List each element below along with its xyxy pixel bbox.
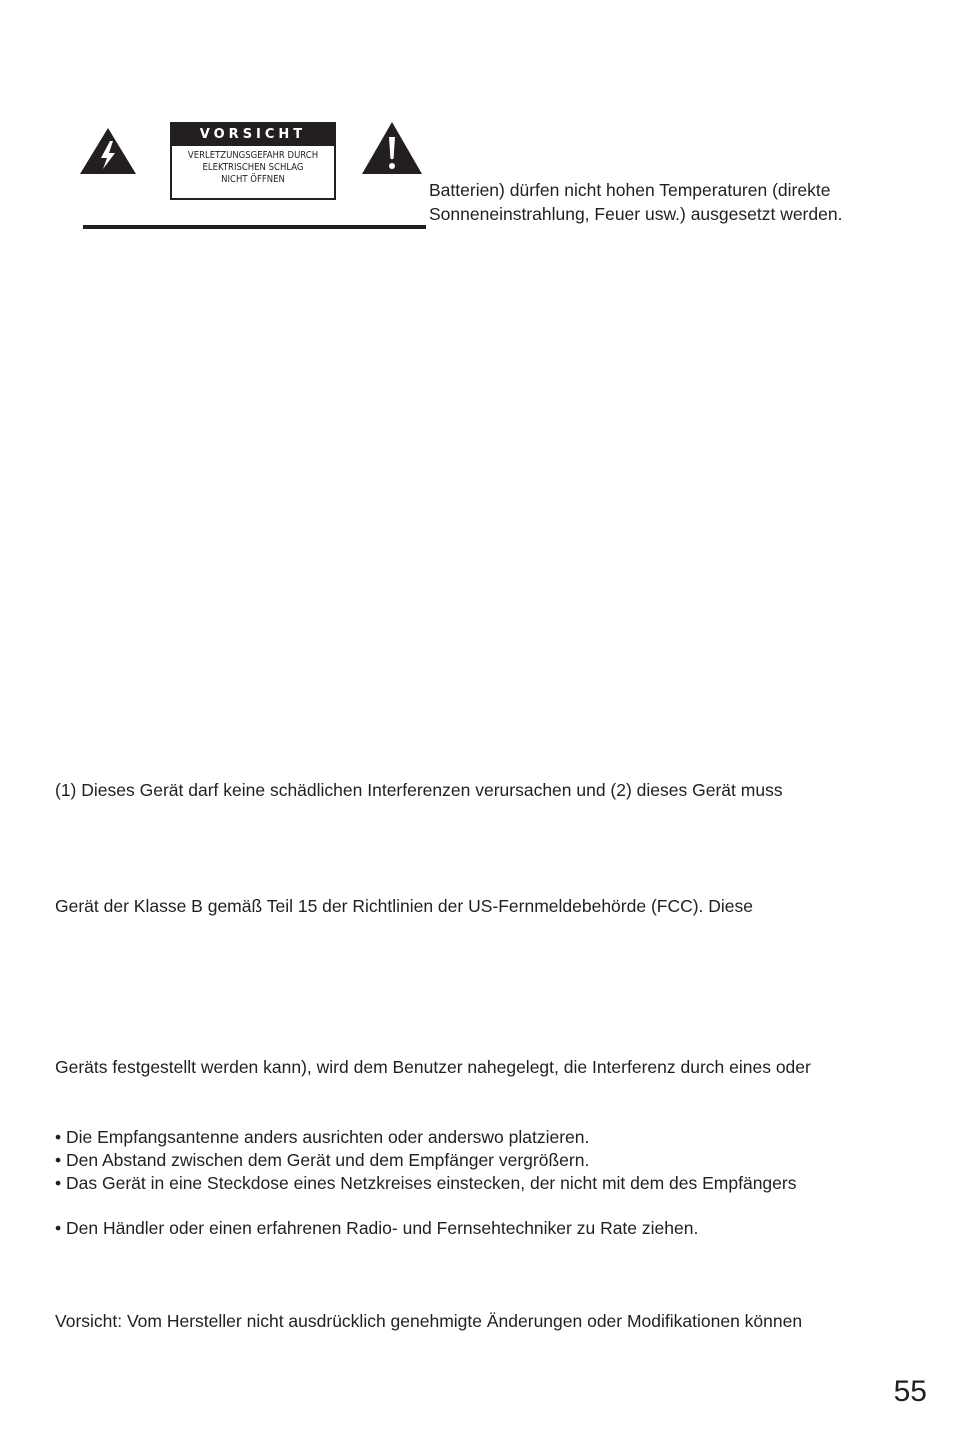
caution-line: ELEKTRISCHEN SCHLAG <box>202 162 304 173</box>
caution-paragraph: Vorsicht: Vom Hersteller nicht ausdrücklich genehmigte Änderungen oder Modifikationen können <box>55 1311 803 1331</box>
interference-paragraph: (1) Dieses Gerät darf keine schädlichen Interferenzen verursachen und (2) dieses Gerät muss <box>55 780 783 800</box>
caution-line: NICHT ÖFFNEN <box>221 174 285 185</box>
page-number: 55 <box>893 1375 927 1408</box>
exclamation-warning-icon <box>361 121 423 175</box>
list-item: • Die Empfangsantenne anders ausrichten oder anderswo platzieren. <box>55 1127 590 1147</box>
lightning-warning-icon <box>79 127 137 175</box>
list-item: • Den Händler oder einen erfahrenen Radio- und Fernsehtechniker zu Rate ziehen. <box>55 1218 699 1238</box>
list-item: • Den Abstand zwischen dem Gerät und dem Empfänger vergrößern. <box>55 1150 590 1170</box>
caution-label <box>170 122 336 200</box>
caution-title: VORSICHT <box>172 124 334 146</box>
caution-line: VERLETZUNGSGEFAHR DURCH <box>187 150 319 161</box>
battery-text-line1: Batterien) dürfen nicht hohen Temperaturen (direkte <box>429 180 831 200</box>
caution-text <box>184 150 322 186</box>
user-advice-paragraph: Geräts festgestellt werden kann), wird dem Benutzer nahegelegt, die Interferenz durch eines oder <box>55 1057 811 1077</box>
list-item: • Das Gerät in eine Steckdose eines Netzkreises einstecken, der nicht mit dem des Empfängers <box>55 1173 797 1193</box>
divider-rule <box>83 225 426 229</box>
battery-text-line2: Sonneneinstrahlung, Feuer usw.) ausgesetzt werden. <box>429 204 843 224</box>
class-b-paragraph: Gerät der Klasse B gemäß Teil 15 der Richtlinien der US-Fernmeldebehörde (FCC). Diese <box>55 896 754 916</box>
